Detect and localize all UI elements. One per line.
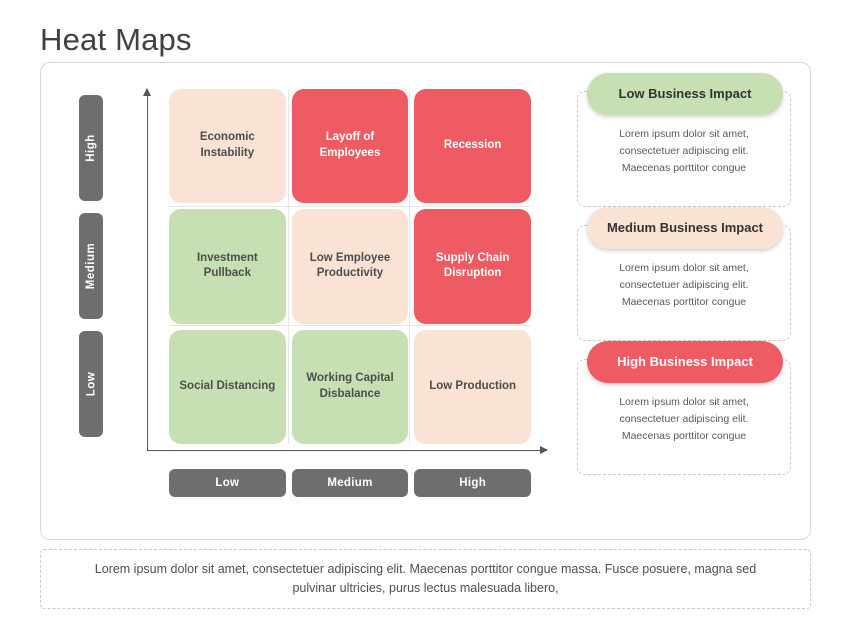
impact-panels — [577, 85, 791, 493]
footer-text: Lorem ipsum dolor sit amet, consectetuer adipiscing elit. Maecenas porttitor congue massa. Fusce posuere, magna sed pulvinar ultricies, purus lectus malesuada libero, — [94, 561, 757, 595]
footer-note — [40, 549, 811, 609]
heatmap-cell[interactable]: Layoff of Employees — [292, 89, 409, 203]
impact-panel-title[interactable]: High Business Impact — [587, 341, 783, 383]
y-axis-label-high[interactable]: High — [79, 95, 103, 201]
y-axis-label-low[interactable]: Low — [79, 331, 103, 437]
heatmap-cell[interactable]: Social Distancing — [169, 330, 286, 444]
heatmap-matrix — [85, 89, 533, 489]
heatmap-cells — [169, 89, 531, 444]
x-axis-line — [147, 450, 547, 451]
impact-panel-body: Lorem ipsum dolor sit amet, consectetuer adipiscing elit. Maecenas porttitor congue — [619, 128, 749, 174]
y-axis-labels — [79, 89, 123, 444]
x-axis-labels — [169, 469, 531, 497]
heatmap-cell[interactable]: Investment Pullback — [169, 209, 286, 323]
heatmap-cell[interactable]: Recession — [414, 89, 531, 203]
heatmap-cell[interactable]: Working Capital Disbalance — [292, 330, 409, 444]
x-axis-label-high[interactable]: High — [414, 469, 531, 497]
heatmap-cell[interactable]: Low Employee Productivity — [292, 209, 409, 323]
impact-panel-title[interactable]: Low Business Impact — [587, 73, 783, 115]
impact-panel-title[interactable]: Medium Business Impact — [587, 207, 783, 249]
heatmap-cell[interactable]: Supply Chain Disruption — [414, 209, 531, 323]
heatmap-card — [40, 62, 811, 540]
x-axis-label-low[interactable]: Low — [169, 469, 286, 497]
x-axis-label-medium[interactable]: Medium — [292, 469, 409, 497]
impact-panel-body: Lorem ipsum dolor sit amet, consectetuer adipiscing elit. Maecenas porttitor congue — [619, 396, 749, 442]
impact-panel-body: Lorem ipsum dolor sit amet, consectetuer adipiscing elit. Maecenas porttitor congue — [619, 262, 749, 308]
heatmap-cell[interactable]: Low Production — [414, 330, 531, 444]
page-title: Heat Maps — [40, 22, 192, 57]
impact-panel-high — [577, 353, 791, 475]
impact-panel-low — [577, 85, 791, 207]
impact-panel-medium — [577, 219, 791, 341]
y-axis-line — [147, 89, 148, 451]
y-axis-label-medium[interactable]: Medium — [79, 213, 103, 319]
heatmap-cell[interactable]: Economic Instability — [169, 89, 286, 203]
